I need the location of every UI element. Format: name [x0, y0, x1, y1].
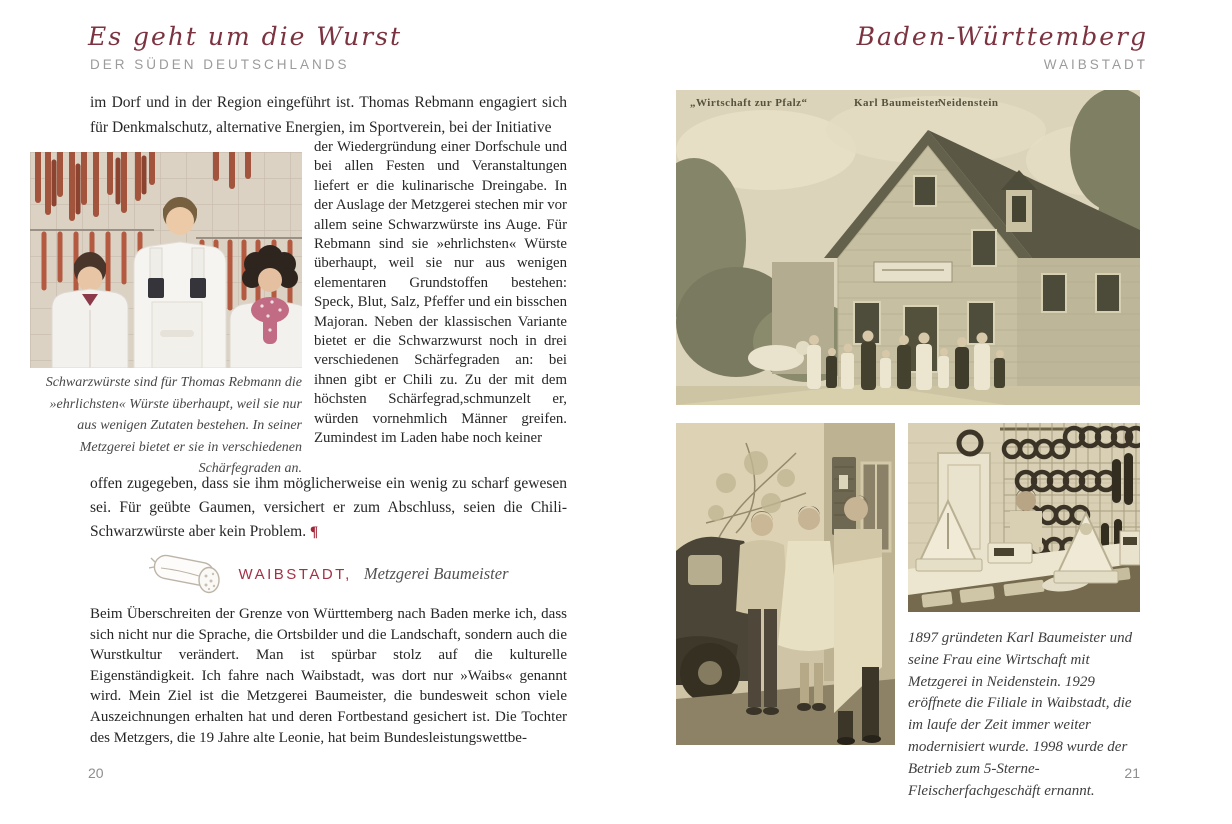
body-paragraph-end: [90, 472, 567, 544]
butcher-shop-photo: [908, 423, 1140, 612]
street-photo-illustration: [676, 423, 895, 745]
inn-sign: [874, 262, 952, 282]
body-paragraph-wrap: der Wiedergründung einer Dorfschule und bei allen Festen und Veranstaltungen liefert er die kulinarische Dreingabe. In der Auslage der Metzgerei stechen mir vor allem seine Schwarzwürste ins Auge. Für Rebmann sind sie »ehrlichsten« Würste überhaupt, weil sie nur aus wenigen elementaren Grundstoffen bestehen: Speck, Blut, Salz, Pfeffer und ein bisschen Majoran. Neben der klassischen Variante bietet er die Schwarzwurst noch in drei verschiedenen Schärfegraden an: bei ihnen gibt er Chili zu. Zu der mit dem höchsten Schärfegrad,schmunzelt er, würden vornehmlich Männer greifen. Zumindest im Laden habe noch keiner: [314, 139, 567, 447]
photo-caption-right: 1897 gründeten Karl Baumeister und seine Frau eine Wirtschaft mit Metzgerei in Neidenstein. 1929 eröffnete die Filiale in Waibstadt, die im laufe der Zeit immer weiter modernisiert wurde. 1998 wurde der Betrieb zum 5-Sterne-Fleischerfachgeschäft ernannt.: [908, 630, 1133, 799]
body-paragraph-waibstadt: Beim Überschreiten der Grenze von Württemberg nach Baden merke ich, dass sich nicht nur die Sprache, die Ortsbilder und die Landschaft, sondern auch die Wurstkultur verändert. Man ist spürbar stolz auf die kulturelle Eigenständigkeit. Ich fahre nach Waibstadt, was dort nur »Waibs« genannt wird. Mein Ziel ist die Metzgerei Baumeister, die bundesweit schon viele Auszeichnungen erhalten hat und deren Fortbestand gesichert ist. Die Tochter des Metzgers, die 19 Jahre alte Leonie, hat beim Bundesleistungswettbe-: [90, 606, 567, 746]
left-page-subtitle: DER SÜDEN DEUTSCHLANDS: [90, 57, 350, 72]
paragraph-end-text: offen zugegeben, dass sie ihm möglicherweise ein wenig zu scharf gewesen sei. Für geübte Gaumen, versichert er zum Abschluss, seien die Chili-Schwarzwürste aber kein Problem.: [90, 475, 567, 540]
postcard-label-owner: Karl Baumeister: [854, 97, 941, 109]
photo-caption-left: Schwarzwürste sind für Thomas Rebmann die »ehrlichsten« Würste überhaupt, weil sie nur aus wenigen Zutaten bestehen. In seiner Metzgerei bietet er sie in verschiedenen Schärfegraden an.: [45, 375, 302, 476]
section-heading-place: WAIBSTADT,: [238, 565, 352, 583]
right-page-subtitle: WAIBSTADT: [1043, 57, 1148, 72]
butcher-family-photo: [30, 152, 302, 368]
section-heading-name: Metzgerei Baumeister: [363, 564, 509, 583]
postcard-photo: [676, 90, 1140, 405]
body-paragraph-intro: im Dorf und in der Region eingeführt ist. Thomas Rebmann engagiert sich für Denkmalschutz, alternative Energien, im Sportverein, bei der Initiative: [90, 94, 567, 136]
red-paragraph-mark-icon: ¶: [309, 524, 319, 540]
sausage-icon: [149, 552, 227, 596]
postcard-label-venue: „Wirtschaft zur Pfalz“: [690, 97, 808, 109]
right-page-script-title: Baden-Württemberg: [856, 22, 1148, 51]
butcher-family-photo-illustration: [30, 152, 302, 368]
goods-box: [1120, 531, 1140, 565]
house-facade-side: [1018, 258, 1140, 392]
postcard-label-town: Neidenstein: [938, 97, 999, 109]
section-heading: [90, 550, 567, 598]
window-shutter: [832, 457, 856, 535]
page-number-left: 20: [88, 765, 104, 781]
page-number-right: 21: [1124, 765, 1140, 781]
butcher-shop-illustration: [908, 423, 1140, 612]
street-photo: [676, 423, 895, 745]
left-page-script-title: Es geht um die Wurst: [88, 22, 403, 51]
postcard-house-illustration: [676, 90, 1140, 405]
